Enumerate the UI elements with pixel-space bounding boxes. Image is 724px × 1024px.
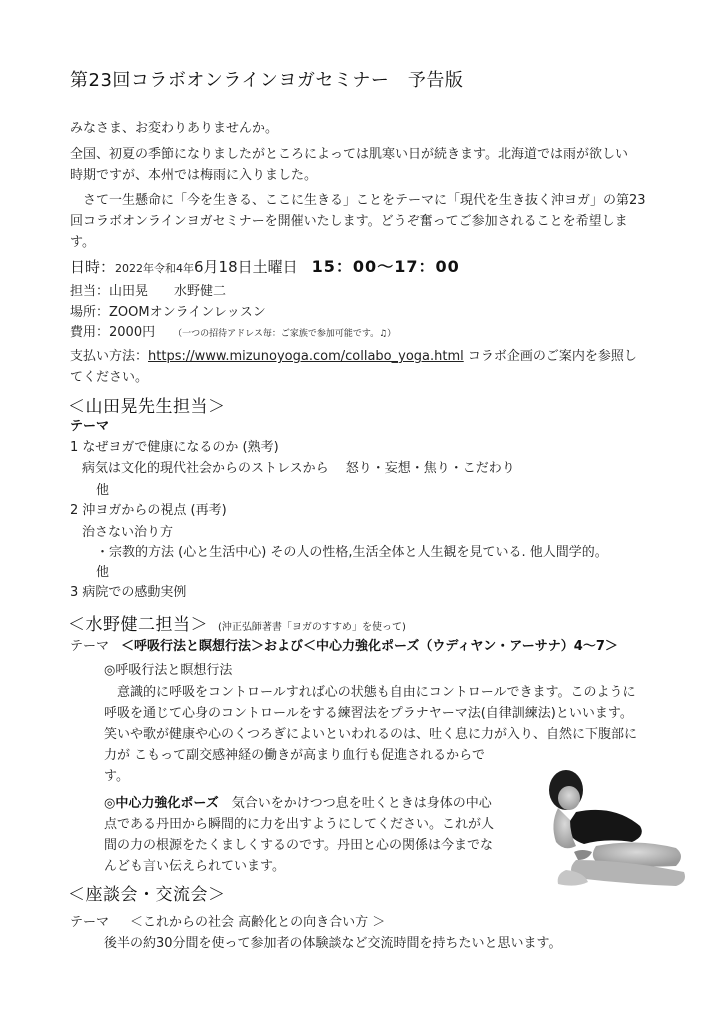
body-line: 力が こもって副交感神経の働きが高まり血行も促進されるからで: [104, 748, 486, 763]
subsection-row: [104, 793, 492, 814]
mizuno-theme: ＜呼吸行法と瞑想行法＞および＜中心力強化ポーズ（ウディヤン・アーサナ）4〜7＞: [121, 639, 618, 654]
payment-link[interactable]: https://www.mizunoyoga.com/collabo_yoga.html: [148, 349, 464, 364]
payment-line: [70, 346, 637, 367]
intro-line: す。: [70, 235, 95, 250]
list-item-etc: 他: [96, 483, 110, 498]
greeting: みなさま、お変わりありませんか。: [70, 121, 279, 136]
section-heading-mizuno-row: [68, 610, 406, 635]
list-item-detail: 治さない治り方: [82, 525, 174, 540]
date-year: 2022年令和4年: [115, 262, 195, 275]
intro-line: さて一生懸命に「今を生きる、ここに生きる」ことをテーマに「現代を生き抜く沖ヨガ」の第23: [70, 193, 646, 208]
body-line: 意識的に呼吸をコントロールすれば心の状態も自由にコントロールできます。このように: [104, 685, 636, 700]
body-line: 間の力の根源をたくましくするのです。丹田と心の関係は今までな: [104, 838, 493, 853]
intro-line: 時期ですが、本州では梅雨に入りました。: [70, 168, 318, 183]
fee-line: [70, 322, 396, 345]
subsection-title: ◎呼吸行法と瞑想行法: [104, 663, 233, 678]
theme-label: テーマ: [70, 419, 110, 434]
list-item-detail: 病気は文化的現代社会からのストレスから 怒り・妄想・焦り・こだわり: [82, 461, 515, 476]
event-date: [70, 256, 460, 279]
date-label: 日時：: [70, 258, 116, 276]
list-item-detail: ・宗教的方法 (心と生活中心) その人の性格,生活全体と人生観を見ている. 他人間学的。: [96, 545, 608, 560]
zadankai-body: 後半の約30分間を使って参加者の体験談など交流時間を持ちたいと思います。: [104, 936, 562, 951]
body-line: 点である丹田から瞬間的に力を出すようにしてください。これが人: [104, 817, 495, 832]
body-line: す。: [104, 769, 129, 784]
list-item: 2 沖ヨガからの視点 (再考): [70, 503, 227, 518]
theme-label: テーマ: [70, 639, 110, 654]
list-item-etc: 他: [96, 565, 110, 580]
section-heading-zadankai: ＜座談会・交流会＞: [68, 885, 226, 905]
section-heading-mizuno: ＜水野健二担当＞: [68, 615, 208, 635]
yoga-pose-photo: [536, 764, 692, 894]
intro-line: 回コラボオンラインヨガセミナーを開催いたします。どうぞ奮ってご参加されることを希望しま: [70, 214, 628, 229]
fee-value: 費用：2000円: [70, 325, 156, 340]
heading-note: (沖正弘師著書「ヨガのすすめ」を使って): [218, 622, 406, 633]
payment-label: 支払い方法：: [70, 349, 149, 364]
payment-line-2: てください。: [70, 370, 149, 385]
fee-note: （一つの招待アドレス毎：ご家族で参加可能です。♫）: [173, 329, 397, 339]
body-line: 呼吸を通じて心身のコントロールをする練習法をプラナヤーマ法(自律訓練法)といいます。: [104, 706, 633, 721]
body-line: 気合いをかけつつ息を吐くときは身体の中心: [218, 796, 492, 811]
list-item: 1 なぜヨガで健康になるのか (熟考): [70, 440, 279, 455]
date-day: 6月18日土曜日: [194, 258, 298, 276]
section-heading-yamada: ＜山田晃先生担当＞: [68, 397, 226, 417]
staff-line: 担当：山田晃 水野健二: [70, 284, 227, 299]
subsection-title: ◎中心力強化ポーズ: [104, 796, 219, 811]
intro-line: 全国、初夏の季節になりましたがところによっては肌寒い日が続きます。北海道では雨が欲しい: [70, 147, 628, 162]
zadankai-theme: ＜これからの社会 高齢化との向き合い方 ＞: [117, 915, 386, 930]
page-title: 第23回コラボオンラインヨガセミナー 予告版: [70, 70, 464, 91]
payment-suffix: コラボ企画のご案内を参照し: [463, 349, 637, 364]
list-item: 3 病院での感動実例: [70, 585, 187, 600]
theme-label: テーマ: [70, 915, 110, 930]
zadankai-theme-row: [70, 912, 385, 933]
body-line: んども言い伝えられています。: [104, 859, 285, 874]
body-line: 笑いや歌が健康や心のくつろぎによいといわれるのは、吐く息に力が入り、自然に下腹部に: [104, 727, 638, 742]
place-line: 場所：ZOOMオンラインレッスン: [70, 305, 266, 320]
date-time: 15：00〜17：00: [311, 257, 460, 276]
mizuno-theme-row: [70, 636, 618, 657]
